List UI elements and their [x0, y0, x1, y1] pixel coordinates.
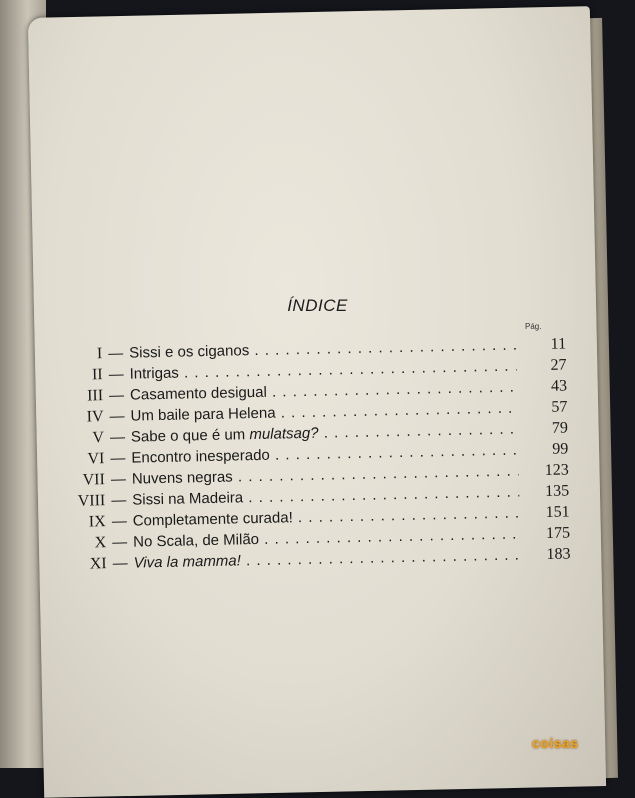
dash: —	[109, 407, 125, 426]
chapter-page: 151	[545, 503, 570, 521]
chapter-title: Casamento desigual	[129, 383, 267, 404]
dash: —	[108, 344, 124, 363]
table-of-contents	[64, 333, 571, 574]
chapter-page: 11	[550, 335, 567, 353]
chapter-title: Nuvens negras	[131, 468, 233, 488]
chapter-page: 27	[550, 356, 567, 374]
chapter-numeral: I	[96, 345, 103, 363]
page-column-label: Pág.	[525, 322, 542, 331]
chapter-numeral: X	[94, 534, 107, 552]
chapter-page: 135	[545, 482, 570, 500]
chapter-numeral: V	[92, 429, 105, 447]
chapter-page: 175	[545, 524, 571, 542]
chapter-numeral: VII	[82, 471, 106, 489]
index-title: ÍNDICE	[287, 296, 348, 315]
dash: —	[112, 554, 128, 573]
dash: —	[110, 449, 126, 468]
dot-leader	[293, 502, 520, 526]
chapter-numeral: VIII	[77, 492, 106, 510]
chapter-title: No Scala, de Milão	[132, 530, 260, 551]
chapter-numeral: III	[86, 387, 104, 405]
dash: —	[110, 470, 127, 489]
dash: —	[109, 428, 126, 447]
chapter-numeral: IX	[88, 513, 106, 531]
chapter-numeral: IV	[86, 408, 104, 426]
dot-leader	[267, 377, 518, 401]
dot-leader	[270, 440, 519, 464]
watermark-logo: coisas	[532, 735, 579, 751]
chapter-page: 99	[552, 440, 569, 458]
chapter-page: 43	[550, 377, 568, 395]
dot-leader	[318, 419, 518, 442]
dash: —	[111, 533, 128, 552]
chapter-title: Viva la mamma!	[133, 552, 242, 572]
chapter-numeral: VI	[87, 450, 105, 468]
chapter-title: Encontro inesperado	[131, 446, 270, 467]
chapter-title-italic: mulatsag?	[249, 424, 319, 444]
chapter-page: 79	[551, 419, 569, 437]
chapter-numeral: XI	[89, 555, 107, 573]
dot-leader	[259, 523, 520, 547]
chapter-page: 123	[544, 461, 569, 479]
chapter-page: 183	[546, 545, 571, 563]
chapter-title: Completamente curada!	[132, 509, 293, 530]
chapter-title: Sabe o que é um	[130, 426, 250, 446]
chapter-title: Um baile para Helena	[130, 404, 276, 425]
chapter-page: 57	[551, 398, 568, 416]
chapter-title: Intrigas	[129, 364, 180, 383]
dash: —	[111, 512, 127, 531]
dash: —	[108, 365, 124, 384]
dash: —	[108, 386, 125, 405]
chapter-numeral: II	[91, 366, 103, 384]
dash: —	[111, 491, 127, 510]
dot-leader	[275, 398, 517, 422]
chapter-title: Sissi na Madeira	[132, 489, 244, 509]
chapter-title: Sissi e os ciganos	[129, 342, 250, 362]
